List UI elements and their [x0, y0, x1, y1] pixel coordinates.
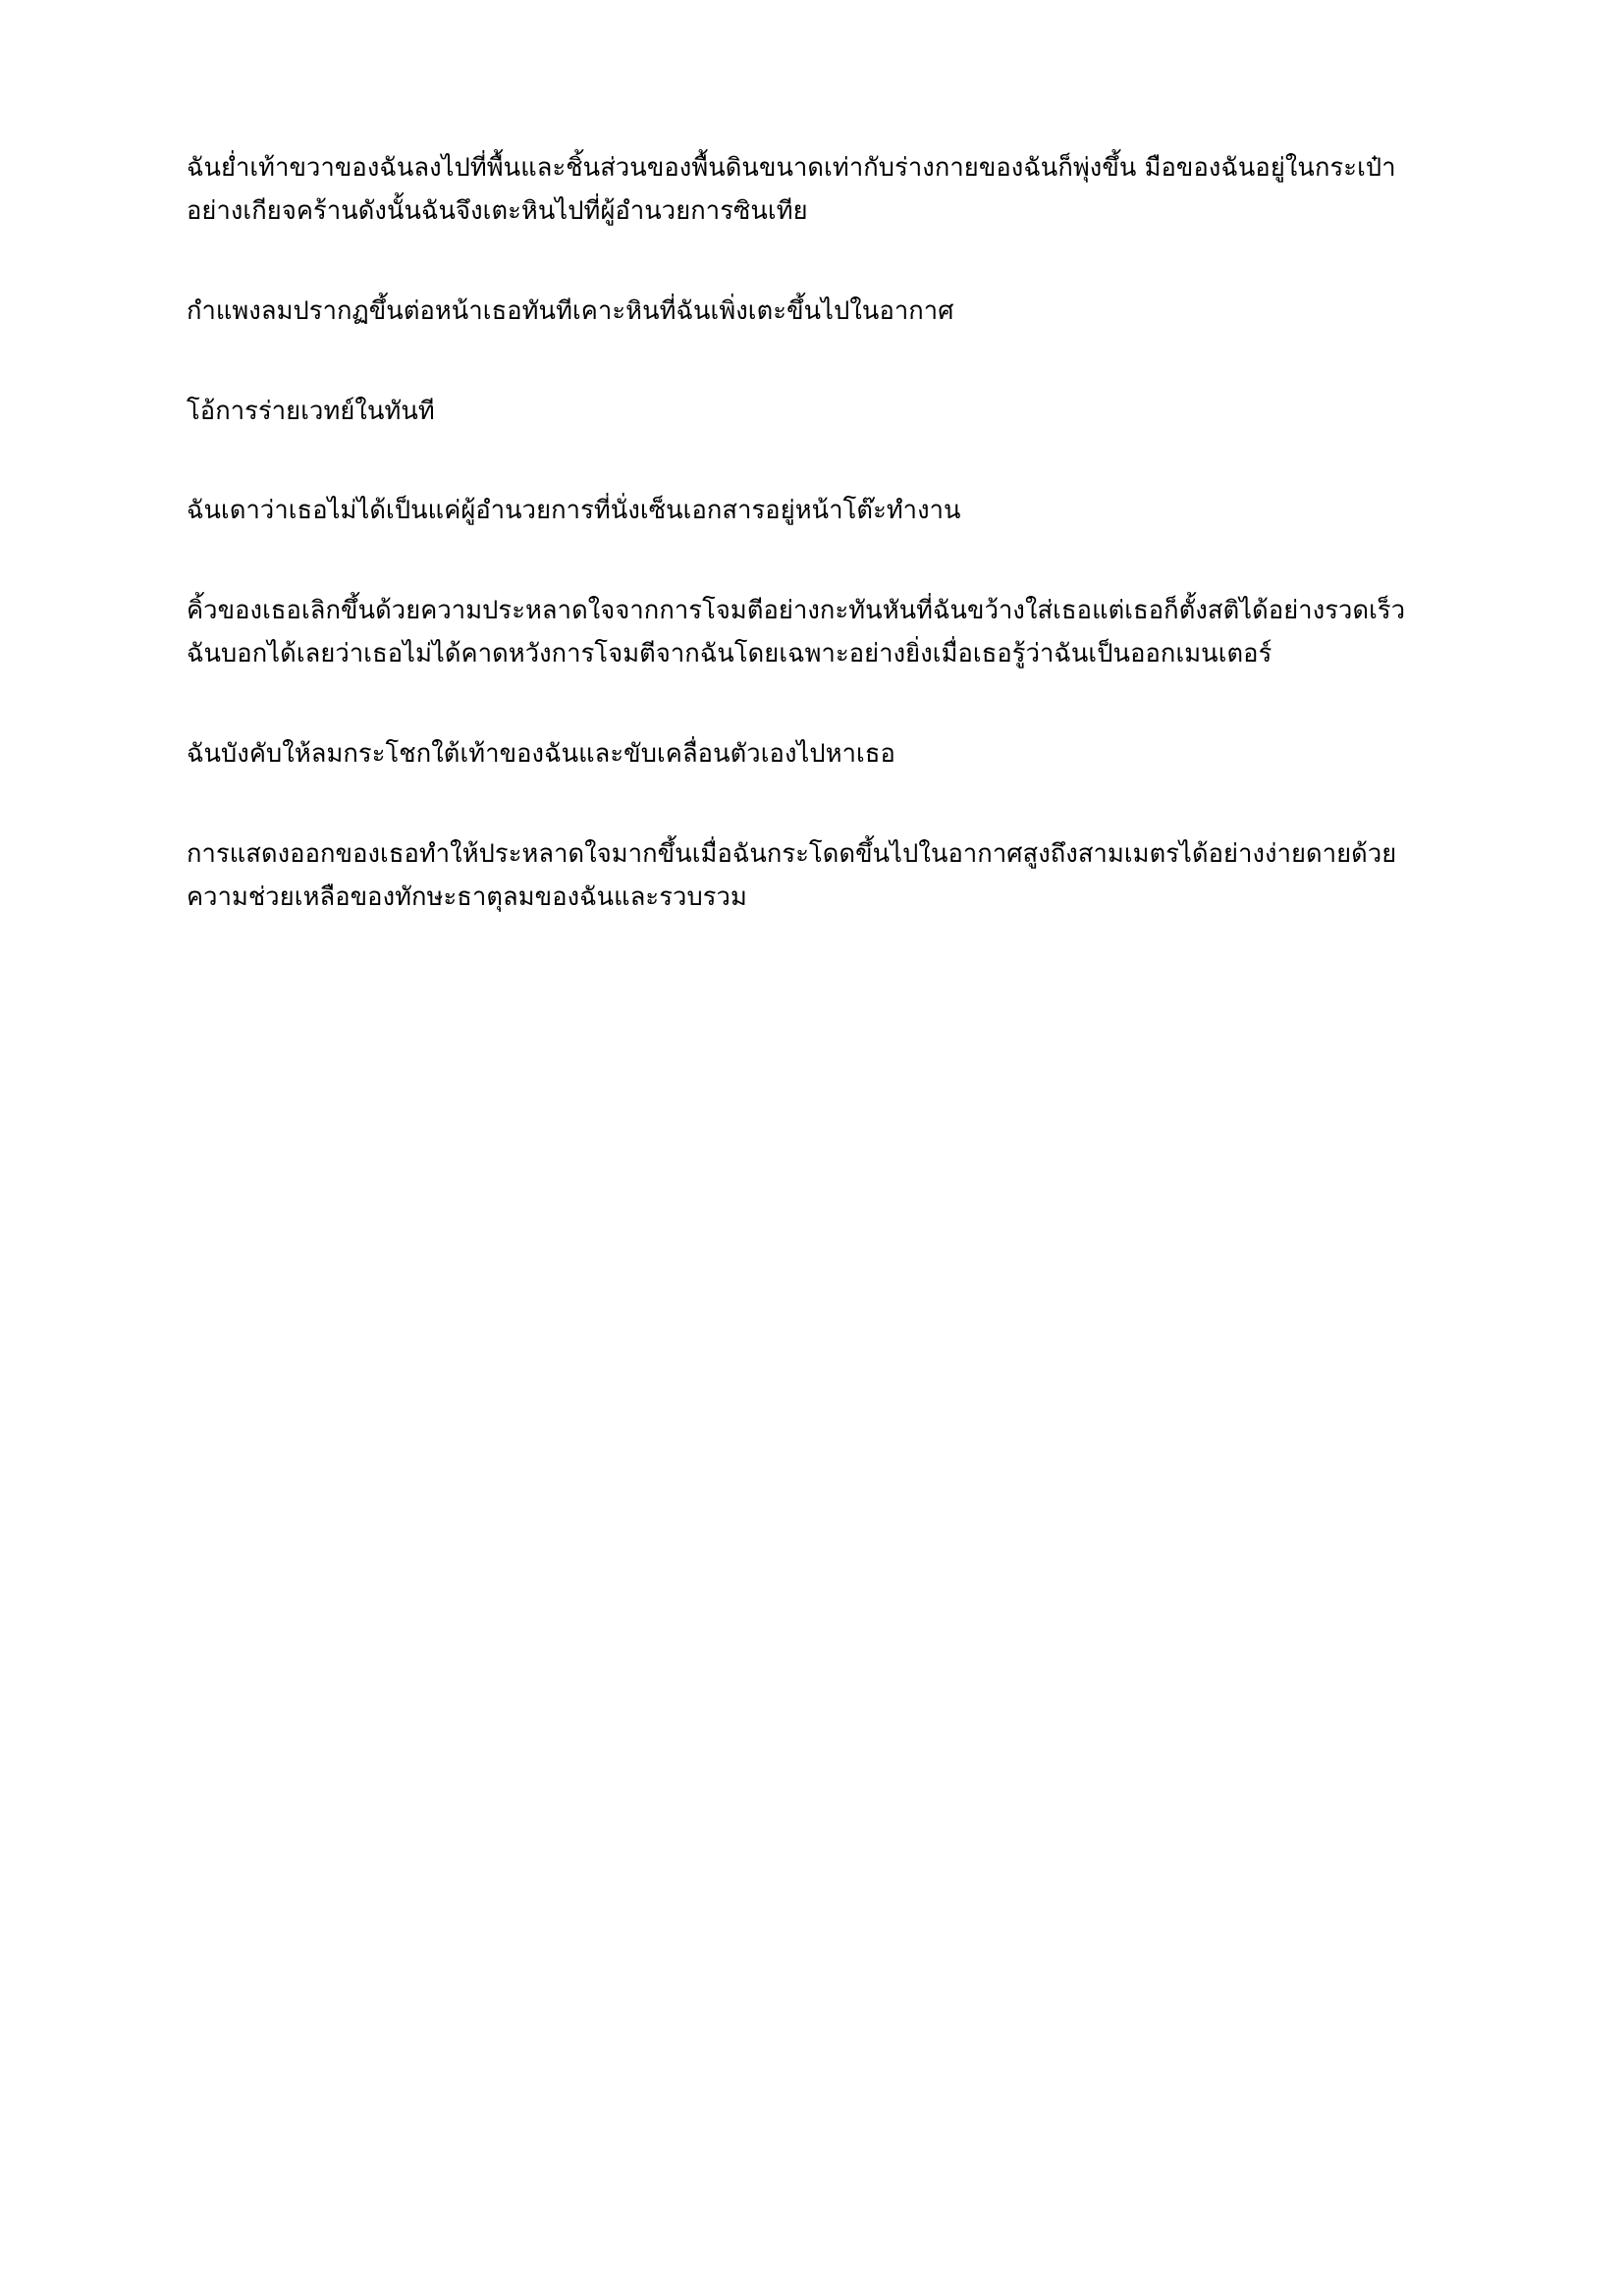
paragraph: โอ้การร่ายเวทย์ในทันที	[187, 396, 435, 426]
paragraph: ฉันบังคับให้ลมกระโชกใต้เท้าของฉันและขับเคลื่อนตัวเองไปหาเธอ	[187, 739, 895, 770]
paragraph: คิ้วของเธอเลิกขึ้นด้วยความประหลาดใจจากการโจมตีอย่างกะทันหันที่ฉันขว้างใส่เธอแต่เธอก็ตั้งสติได้อย่างรวดเร็ว ฉันบอกได้เลยว่าเธอไม่ได้คาดหวังการโจมตีจากฉันโดยเฉพาะอย่างยิ่งเมื่อเธอรู้ว่าฉันเป็นออกเมนเตอร์	[187, 596, 1406, 669]
document-body	[187, 147, 1442, 920]
paragraph: การแสดงออกของเธอทำให้ประหลาดใจมากขึ้นเมื่อฉันกระโดดขึ้นไปในอากาศสูงถึงสามเมตรได้อย่างง่ายดายด้วยความช่วยเหลือของทักษะธาตุลมของฉันและรวบรวม	[187, 838, 1397, 912]
paragraph: ฉันเดาว่าเธอไม่ได้เป็นแค่ผู้อำนวยการที่นั่งเซ็นเอกสารอยู่หน้าโต๊ะทำงาน	[187, 496, 961, 526]
paragraph: ฉันย่ำเท้าขวาของฉันลงไปที่พื้นและชิ้นส่วนของพื้นดินขนาดเท่ากับร่างกายของฉันก็พุ่งขึ้น มือของฉันอยู่ในกระเป๋าอย่างเกียจคร้านดังนั้นฉันจึงเตะหินไปที่ผู้อำนวยการซินเทีย	[187, 153, 1396, 226]
paragraph: กำแพงลมปรากฏขึ้นต่อหน้าเธอทันทีเคาะหินที่ฉันเพิ่งเตะขึ้นไปในอากาศ	[187, 295, 954, 326]
